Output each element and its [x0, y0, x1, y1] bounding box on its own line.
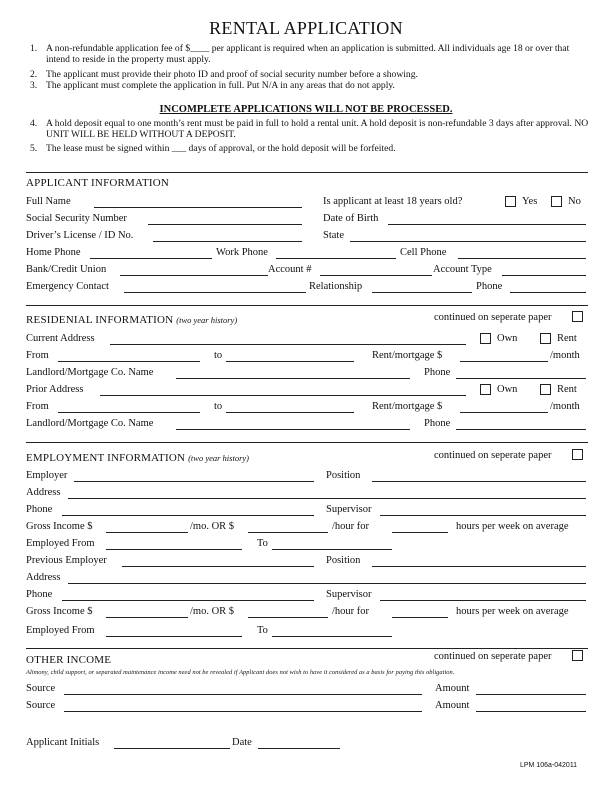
current-rent-label: Rent	[557, 333, 577, 344]
emergency-phone-field[interactable]	[510, 292, 586, 293]
gross-income-label: Gross Income $	[26, 521, 93, 532]
prior-address-field[interactable]	[100, 395, 466, 396]
full-name-label: Full Name	[26, 196, 71, 207]
instruction-number: 1.	[30, 43, 38, 54]
address-label: Address	[26, 487, 61, 498]
previous-monthly-income-field[interactable]	[106, 617, 188, 618]
employed-from-field[interactable]	[106, 549, 242, 550]
home-phone-label: Home Phone	[26, 247, 81, 258]
residential-continued-label: continued on seperate paper	[434, 312, 552, 323]
hour-for-label: /hour for	[332, 606, 370, 617]
other-income-continued-checkbox[interactable]	[572, 650, 583, 661]
employed-to-label: To	[257, 538, 268, 549]
ssn-field[interactable]	[148, 224, 302, 225]
form-number: LPM 106a-042011	[520, 762, 578, 769]
instruction-3	[30, 80, 590, 91]
license-field[interactable]	[153, 241, 302, 242]
instruction-2	[30, 69, 590, 80]
hours-per-week-label: hours per week on average	[456, 606, 569, 617]
source-field-2[interactable]	[64, 711, 422, 712]
employer-phone-field[interactable]	[62, 515, 314, 516]
employment-continued-label: continued on seperate paper	[434, 450, 552, 461]
employed-from-label: Employed From	[26, 625, 95, 636]
position-label: Position	[326, 555, 361, 566]
incomplete-warning: INCOMPLETE APPLICATIONS WILL NOT BE PROCESSED.	[159, 104, 453, 115]
hours-per-week-label: hours per week on average	[456, 521, 569, 532]
prior-address-label: Prior Address	[26, 384, 84, 395]
instruction-text: A hold deposit equal to one month’s rent must be paid in full to hold a rental unit. A hold deposit is non-refundable 3 days after approval. NO UNIT WILL BE HELD WITHOUT A DEPOSIT.	[46, 118, 589, 140]
address-label: Address	[26, 572, 61, 583]
previous-address-field[interactable]	[68, 583, 586, 584]
source-label: Source	[26, 683, 56, 694]
previous-employer-field[interactable]	[122, 566, 314, 567]
ssn-label: Social Security Number	[26, 213, 127, 224]
per-month-label: /month	[550, 350, 580, 361]
cell-phone-label: Cell Phone	[400, 247, 447, 258]
relationship-label: Relationship	[309, 281, 363, 292]
section-divider	[26, 648, 588, 649]
employer-address-field[interactable]	[68, 498, 586, 499]
prior-rent-field[interactable]	[460, 412, 548, 413]
instruction-text: The lease must be signed within ___ days of approval, or the hold deposit will be forfeited.	[46, 143, 396, 154]
emergency-field[interactable]	[124, 292, 306, 293]
employment-heading	[26, 452, 249, 464]
amount-field-1[interactable]	[476, 694, 586, 695]
bank-label: Bank/Credit Union	[26, 264, 107, 275]
age-yes-label: Yes	[522, 196, 538, 207]
date-field[interactable]	[258, 748, 340, 749]
previous-employer-label: Previous Employer	[26, 555, 107, 566]
employment-continued-checkbox[interactable]	[572, 449, 583, 460]
employed-from-label: Employed From	[26, 538, 95, 549]
mo-or-label: /mo. OR $	[190, 606, 235, 617]
hours-field[interactable]	[392, 532, 448, 533]
instruction-number: 5.	[30, 143, 38, 154]
current-landlord-phone-field[interactable]	[456, 378, 586, 379]
prior-rent-label: Rent	[557, 384, 577, 395]
employment-heading-text: EMPLOYMENT INFORMATION	[26, 452, 186, 464]
employment-history-note: (two year history)	[188, 453, 249, 463]
account-type-field[interactable]	[502, 275, 586, 276]
current-to-field[interactable]	[226, 361, 354, 362]
supervisor-label: Supervisor	[326, 589, 372, 600]
from-label: From	[26, 350, 49, 361]
mo-or-label: /mo. OR $	[190, 521, 235, 532]
age-no-label: No	[568, 196, 581, 207]
employer-field[interactable]	[74, 481, 314, 482]
license-label: Driver’s License / ID No.	[26, 230, 134, 241]
cell-phone-field[interactable]	[458, 258, 586, 259]
instruction-text: The applicant must provide their photo ID and proof of social security number before a showing.	[46, 69, 418, 80]
position-field[interactable]	[372, 481, 586, 482]
work-phone-label: Work Phone	[216, 247, 268, 258]
account-no-field[interactable]	[320, 275, 432, 276]
prior-landlord-field[interactable]	[176, 429, 410, 430]
hour-for-label: /hour for	[332, 521, 370, 532]
amount-label: Amount	[435, 683, 470, 694]
instruction-4	[30, 118, 590, 140]
other-income-heading: OTHER INCOME	[26, 654, 112, 666]
applicant-heading: APPLICANT INFORMATION	[26, 177, 170, 189]
gross-income-label: Gross Income $	[26, 606, 93, 617]
position-label: Position	[326, 470, 361, 481]
section-divider	[26, 305, 588, 306]
previous-supervisor-field[interactable]	[380, 600, 586, 601]
landlord-label: Landlord/Mortgage Co. Name	[26, 367, 154, 378]
instruction-text: The applicant must complete the application in full. Put N/A in any areas that do not apply.	[46, 80, 395, 91]
phone-label: Phone	[26, 589, 53, 600]
emergency-label: Emergency Contact	[26, 281, 109, 292]
to-label: to	[214, 350, 223, 361]
current-own-label: Own	[497, 333, 518, 344]
employer-label: Employer	[26, 470, 68, 481]
state-label: State	[323, 230, 344, 241]
rent-mortgage-label: Rent/mortgage $	[372, 401, 443, 412]
current-address-field[interactable]	[110, 344, 466, 345]
section-divider	[26, 442, 588, 443]
to-label: to	[214, 401, 223, 412]
other-income-note: Alimony, child support, or separated maintenance income need not be revealed if Applicant does not wish to have it considered as a basis for paying this obligation.	[26, 669, 455, 676]
bank-field[interactable]	[120, 275, 268, 276]
residential-history-note: (two year history)	[176, 315, 238, 325]
monthly-income-field[interactable]	[106, 532, 188, 533]
current-own-checkbox[interactable]	[480, 333, 491, 344]
instruction-number: 2.	[30, 69, 38, 80]
rent-mortgage-label: Rent/mortgage $	[372, 350, 443, 361]
form-title: RENTAL APPLICATION	[209, 18, 403, 38]
initials-field[interactable]	[114, 748, 230, 749]
work-phone-field[interactable]	[276, 258, 396, 259]
from-label: From	[26, 401, 49, 412]
instruction-1	[30, 43, 590, 65]
relationship-field[interactable]	[372, 292, 472, 293]
source-field-1[interactable]	[64, 694, 422, 695]
current-rent-checkbox[interactable]	[540, 333, 551, 344]
home-phone-field[interactable]	[90, 258, 212, 259]
previous-employed-to-field[interactable]	[272, 636, 392, 637]
dob-field[interactable]	[388, 224, 586, 225]
residential-continued-checkbox[interactable]	[572, 311, 583, 322]
amount-label: Amount	[435, 700, 470, 711]
prior-own-checkbox[interactable]	[480, 384, 491, 395]
current-from-field[interactable]	[58, 361, 200, 362]
employed-to-field[interactable]	[272, 549, 392, 550]
instruction-text: A non-refundable application fee of $____ per applicant is required when an application is submitted. All individuals age 18 or over that intend to reside in the property must apply.	[46, 43, 570, 65]
amount-field-2[interactable]	[476, 711, 586, 712]
full-name-field[interactable]	[94, 207, 302, 208]
current-address-label: Current Address	[26, 333, 95, 344]
instruction-number: 4.	[30, 118, 38, 129]
residential-heading	[26, 314, 237, 326]
supervisor-label: Supervisor	[326, 504, 372, 515]
age-no-checkbox[interactable]	[551, 196, 562, 207]
phone-label: Phone	[26, 504, 53, 515]
previous-phone-field[interactable]	[62, 600, 314, 601]
previous-employed-from-field[interactable]	[106, 636, 242, 637]
account-type-label: Account Type	[433, 264, 492, 275]
residential-heading-text: RESIDENIAL INFORMATION	[26, 314, 174, 326]
age-question-label: Is applicant at least 18 years old?	[323, 196, 463, 207]
prior-rent-checkbox[interactable]	[540, 384, 551, 395]
date-label: Date	[232, 737, 252, 748]
age-yes-checkbox[interactable]	[505, 196, 516, 207]
prior-landlord-phone-field[interactable]	[456, 429, 586, 430]
prior-from-field[interactable]	[58, 412, 200, 413]
state-field[interactable]	[350, 241, 586, 242]
landlord-label: Landlord/Mortgage Co. Name	[26, 418, 154, 429]
current-rent-field[interactable]	[460, 361, 548, 362]
prior-own-label: Own	[497, 384, 518, 395]
other-income-continued-label: continued on seperate paper	[434, 651, 552, 662]
prior-to-field[interactable]	[226, 412, 354, 413]
dob-label: Date of Birth	[323, 213, 379, 224]
previous-hours-field[interactable]	[392, 617, 448, 618]
employed-to-label: To	[257, 625, 268, 636]
supervisor-field[interactable]	[380, 515, 586, 516]
initials-label: Applicant Initials	[26, 737, 100, 748]
emergency-phone-label: Phone	[476, 281, 503, 292]
per-month-label: /month	[550, 401, 580, 412]
current-landlord-field[interactable]	[176, 378, 410, 379]
account-no-label: Account #	[268, 264, 312, 275]
landlord-phone-label: Phone	[424, 367, 451, 378]
hourly-rate-field[interactable]	[248, 532, 328, 533]
landlord-phone-label: Phone	[424, 418, 451, 429]
instruction-number: 3.	[30, 80, 38, 91]
instruction-5	[30, 143, 590, 154]
previous-position-field[interactable]	[372, 566, 586, 567]
section-divider	[26, 172, 588, 173]
source-label: Source	[26, 700, 56, 711]
previous-hourly-rate-field[interactable]	[248, 617, 328, 618]
